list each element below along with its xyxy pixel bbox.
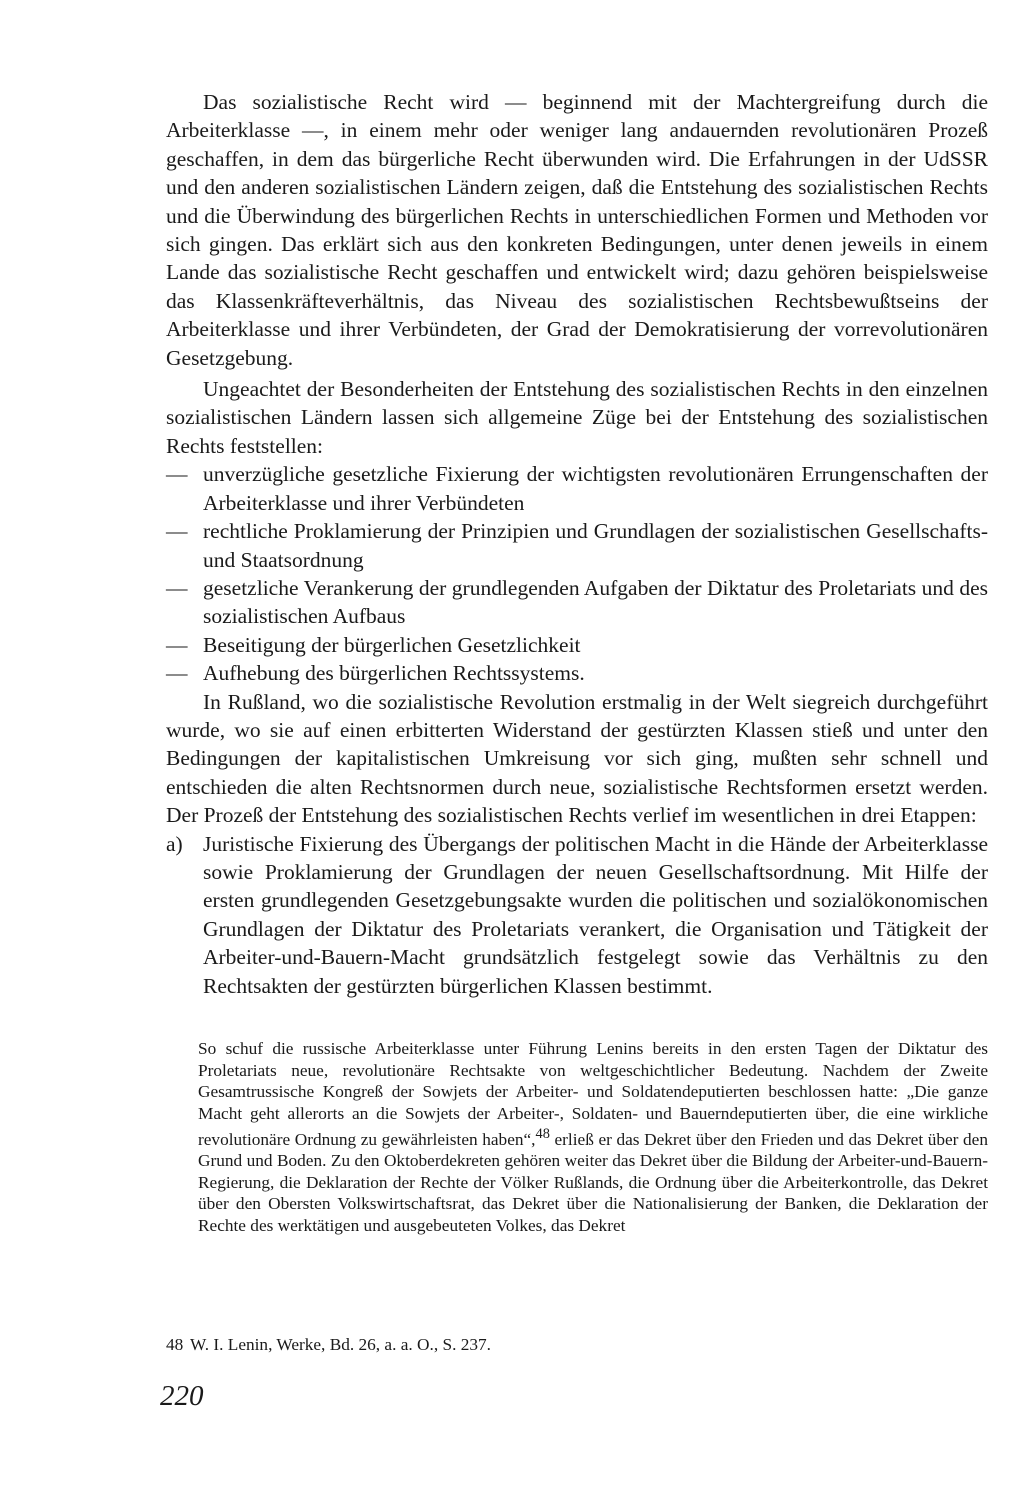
footnote-number: 48 bbox=[166, 1335, 184, 1354]
list-item: — gesetzliche Verankerung der grundlegenden Aufgaben der Diktatur des Proletariats und des sozialistischen Aufbaus bbox=[166, 574, 988, 631]
feature-list bbox=[166, 460, 988, 687]
stage-list bbox=[166, 830, 988, 1000]
small-paragraph bbox=[198, 1038, 988, 1236]
stage-marker: a) bbox=[166, 831, 183, 856]
main-text bbox=[166, 88, 988, 1000]
footnote-reference: 48 bbox=[535, 1126, 550, 1142]
page-number: 220 bbox=[160, 1380, 204, 1412]
paragraph-2: Ungeachtet der Besonderheiten der Entstehung des sozialistischen Rechts in den einzelnen sozialistischen Ländern lassen sich allgemeine Züge bei der Entstehung des sozialistischen Rechts feststellen: bbox=[166, 377, 988, 458]
list-item: — rechtliche Proklamierung der Prinzipien und Grundlagen der sozialistischen Gesellschafts- und Staatsordnung bbox=[166, 517, 988, 574]
stage-text: Juristische Fixierung des Übergangs der politischen Macht in die Hände der Arbeiterklasse sowie Proklamierung der Grundlagen der neuen Gesellschaftsordnung. Mit Hilfe der ersten grundlegenden Gesetzgebungsakte wurden die politischen und sozialökonomischen Grundlagen der Diktatur des Proletariats verankert, die Organisation und Tätigkeit der Arbeiter-und-Bauern-Macht grundsätzlich festgelegt sowie das Verhältnis zu den Rechtsakten der gestürzten bürgerlichen Klassen bestimmt. bbox=[203, 831, 988, 998]
small-print-block bbox=[198, 1038, 988, 1236]
small-text-part-1: So schuf die russische Arbeiterklasse unter Führung Lenins bereits in den ersten Tagen der Diktatur des Proletariats neue, revolutionäre Rechtsakte von weltgeschichtlicher Bedeutung. Nachdem der Zweite Gesamtrussische Kongreß der Sowjets der Arbeiter- und Soldatendeputierten beschlossen hatte: „Die ganze Macht geht allerorts an die Sowjets der Arbeiter-, Soldaten- und Bauerndeputierten über, die eine wirkliche revolutionäre Ordnung zu gewährleisten haben“, bbox=[198, 1039, 988, 1149]
footnote-text: W. I. Lenin, Werke, Bd. 26, a. a. O., S. 237. bbox=[190, 1335, 491, 1354]
paragraph-3: In Rußland, wo die sozialistische Revolution erstmalig in der Welt siegreich durchgeführt wurde, wo sie auf einen erbitterten Widerstand der gestürzten Klassen stieß und unter den Bedingungen der kapitalistischen Umkreisung vor sich ging, mußten sehr schnell und entschieden die alten Rechtsnormen durch neue, sozialistische Rechtsformen ersetzt werden. Der Prozeß der Entstehung des sozialistischen Rechts verlief im wesentlichen in drei Etappen: bbox=[166, 689, 988, 828]
paragraph-1: Das sozialistische Recht wird — beginnend mit der Machtergreifung durch die Arbeiterklasse —, in einem mehr oder weniger lang andauernden revolutionären Prozeß geschaffen, in dem das bürgerliche Recht überwunden wird. Die Erfahrungen in der UdSSR und den anderen sozialistischen Ländern zeigen, daß die Entstehung des sozialistischen Rechts und die Überwindung des bürgerlichen Rechts in unterschiedlichen Formen und Methoden vor sich gingen. Das erklärt sich aus den konkreten Bedingungen, unter denen jeweils in einem Lande das sozialistische Recht geschaffen und entwickelt wird; dazu gehören beispielsweise das Klassenkräfteverhältnis, das Niveau des sozialistischen Rechtsbewußtseins der Arbeiterklasse und ihrer Verbündeten, der Grad der Demokratisierung der vorrevolutionären Gesetzgebung. bbox=[166, 90, 988, 370]
list-item: — unverzügliche gesetzliche Fixierung der wichtigsten revolutionären Errungenschaften der Arbeiterklasse und ihrer Verbündeten bbox=[166, 460, 988, 517]
footnote bbox=[166, 1334, 491, 1356]
stage-item-a bbox=[166, 830, 988, 1000]
small-text-part-2: erließ er das Dekret über den Frieden und das Dekret über den Grund und Boden. Zu den Oktoberdekreten gehören weiter das Dekret über die Bildung der Arbeiter-und-Bauern-Regierung, die Deklaration der Rechte der Völker Rußlands, die Ordnung über die Arbeiterkontrolle, das Dekret über den Obersten Volkswirtschaftsrat, das Dekret über die Nationalisierung der Banken, die Deklaration der Rechte des werktätigen und ausgebeuteten Volkes, das Dekret bbox=[198, 1129, 988, 1235]
list-item: — Aufhebung des bürgerlichen Rechtssystems. bbox=[166, 659, 988, 687]
list-item: — Beseitigung der bürgerlichen Gesetzlichkeit bbox=[166, 631, 988, 659]
